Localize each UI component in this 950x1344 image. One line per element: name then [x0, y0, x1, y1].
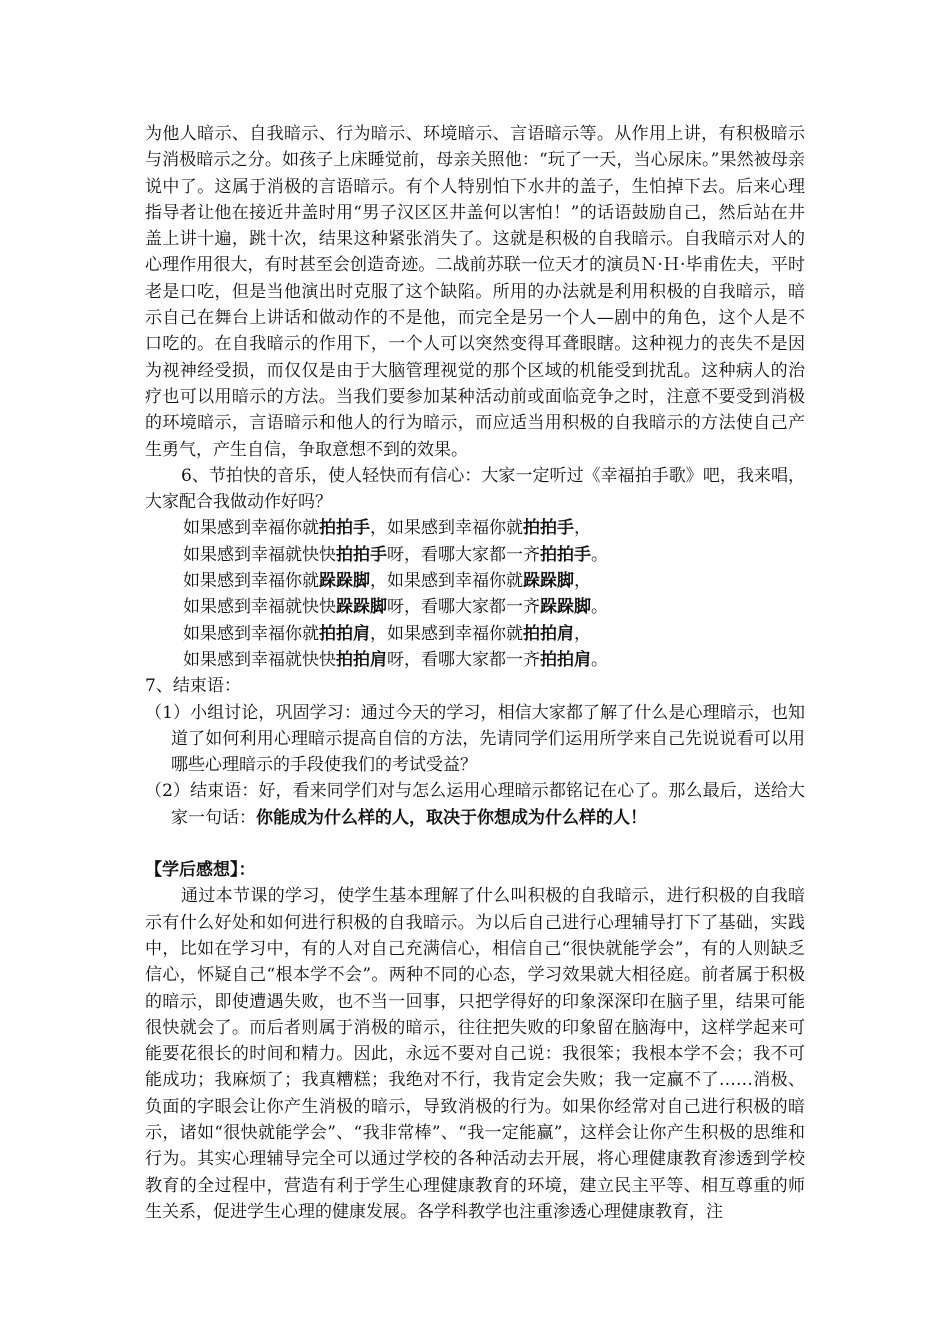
reflection-paragraph: 通过本节课的学习，使学生基本理解了什么叫积极的自我暗示，进行积极的自我暗示有什么好处和如何进行积极的自我暗示。为以后自己进行心理辅导打下了基础，实践中，比如在学习中，有的人对自己充满信心，相信自己“很快就能学会”，有的人则缺乏信心，怀疑自己“根本学不会”。两种不同的心态，学习效果就大相径庭。前者属于积极的暗示，即使遭遇失败，也不当一回事，只把学得好的印象深深印在脑子里，结果可能很快就会了。而后者则属于消极的暗示，往往把失败的印象留在脑海中，这样学起来可能要花很长的时间和精力。因此，永远不要对自己说：我很笨；我根本学不会；我不可能成功；我麻烦了；我真糟糕；我绝对不行，我肯定会失败；我一定赢不了……消极、负面的字眼会让你产生消极的暗示，导致消极的行为。如果你经常对自己进行积极的暗示，诸如“很快就能学会”、“我非常棒”、“我一定能赢”，这样会让你产生积极的思维和行为。其实心理辅导完全可以通过学校的各种活动去开展，将心理健康教育渗透到学校教育的全过程中，营造有利于学生心理健康教育的环境，建立民主平等、相互尊重的师生关系，促进学生心理的健康发展。各学科教学也注重渗透心理健康教育，注 — [145, 886, 805, 1222]
section-7-title: 7、结束语： — [145, 676, 241, 697]
song-line: 如果感到幸福你就跺跺脚，如果感到幸福你就跺跺脚， — [183, 571, 591, 592]
song-line: 如果感到幸福就快快跺跺脚呀，看哪大家都一齐跺跺脚。 — [183, 597, 608, 618]
song-lyrics — [145, 515, 805, 673]
closing-item-2: （2）结束语：好，看来同学们对与怎么运用心理暗示都铭记在心了。那么最后，送给大家一句话：你能成为什么样的人，取决于你想成为什么样的人！ — [145, 781, 805, 828]
reflection-heading: 【学后感想】： — [145, 860, 256, 881]
song-line: 如果感到幸福你就拍拍手，如果感到幸福你就拍拍手， — [183, 518, 591, 539]
intro-paragraph: 为他人暗示、自我暗示、行为暗示、环境暗示、言语暗示等。从作用上讲，有积极暗示与消极暗示之分。如孩子上床睡觉前，母亲关照他：“玩了一天，当心尿床。”果然被母亲说中了。这属于消极的言语暗示。有个人特别怕下水井的盖子，生怕掉下去。后来心理指导者让他在接近井盖时用“男子汉区区井盖何以害怕！”的话语鼓励自己，然后站在井盖上讲十遍，跳十次，结果这种紧张消失了。这就是积极的自我暗示。自我暗示对人的心理作用很大，有时甚至会创造奇迹。二战前苏联一位天才的演员Ｎ·Ｈ·毕甫佐夫，平时老是口吃，但是当他演出时克服了这个缺陷。所用的办法就是利用积极的自我暗示，暗示自己在舞台上讲话和做动作的不是他，而完全是另一个人—剧中的角色，这个人是不口吃的。在自我暗示的作用下，一个人可以突然变得耳聋眼瞎。这种视力的丧失不是因为视神经受损，而仅仅是由于大脑管理视觉的那个区域的机能受到扰乱。这种病人的治疗也可以用暗示的方法。当我们要参加某种活动前或面临竞争之时，注意不要受到消极的环境暗示，言语暗示和他人的行为暗示，而应适当用积极的自我暗示的方法使自己产生勇气，产生自信，争取意想不到的效果。 — [145, 124, 805, 460]
closing-item-1: （1）小组讨论，巩固学习：通过今天的学习，相信大家都了解了什么是心理暗示，也知道了如何利用心理暗示提高自信的方法，先请同学们运用所学来自己先说说看可以用哪些心理暗示的手段使我们的考试受益？ — [145, 702, 805, 776]
song-line: 如果感到幸福就快快拍拍肩呀，看哪大家都一齐拍拍肩。 — [183, 649, 608, 670]
song-line: 如果感到幸福你就拍拍肩，如果感到幸福你就拍拍肩， — [183, 623, 591, 644]
song-line: 如果感到幸福就快快拍拍手呀，看哪大家都一齐拍拍手。 — [183, 544, 608, 565]
closing-quote: 你能成为什么样的人，取决于你想成为什么样的人！ — [256, 807, 647, 828]
section-6-paragraph: 6、节拍快的音乐，使人轻快而有信心：大家一定听过《幸福拍手歌》吧，我来唱，大家配合我做动作好吗？ — [145, 465, 805, 513]
